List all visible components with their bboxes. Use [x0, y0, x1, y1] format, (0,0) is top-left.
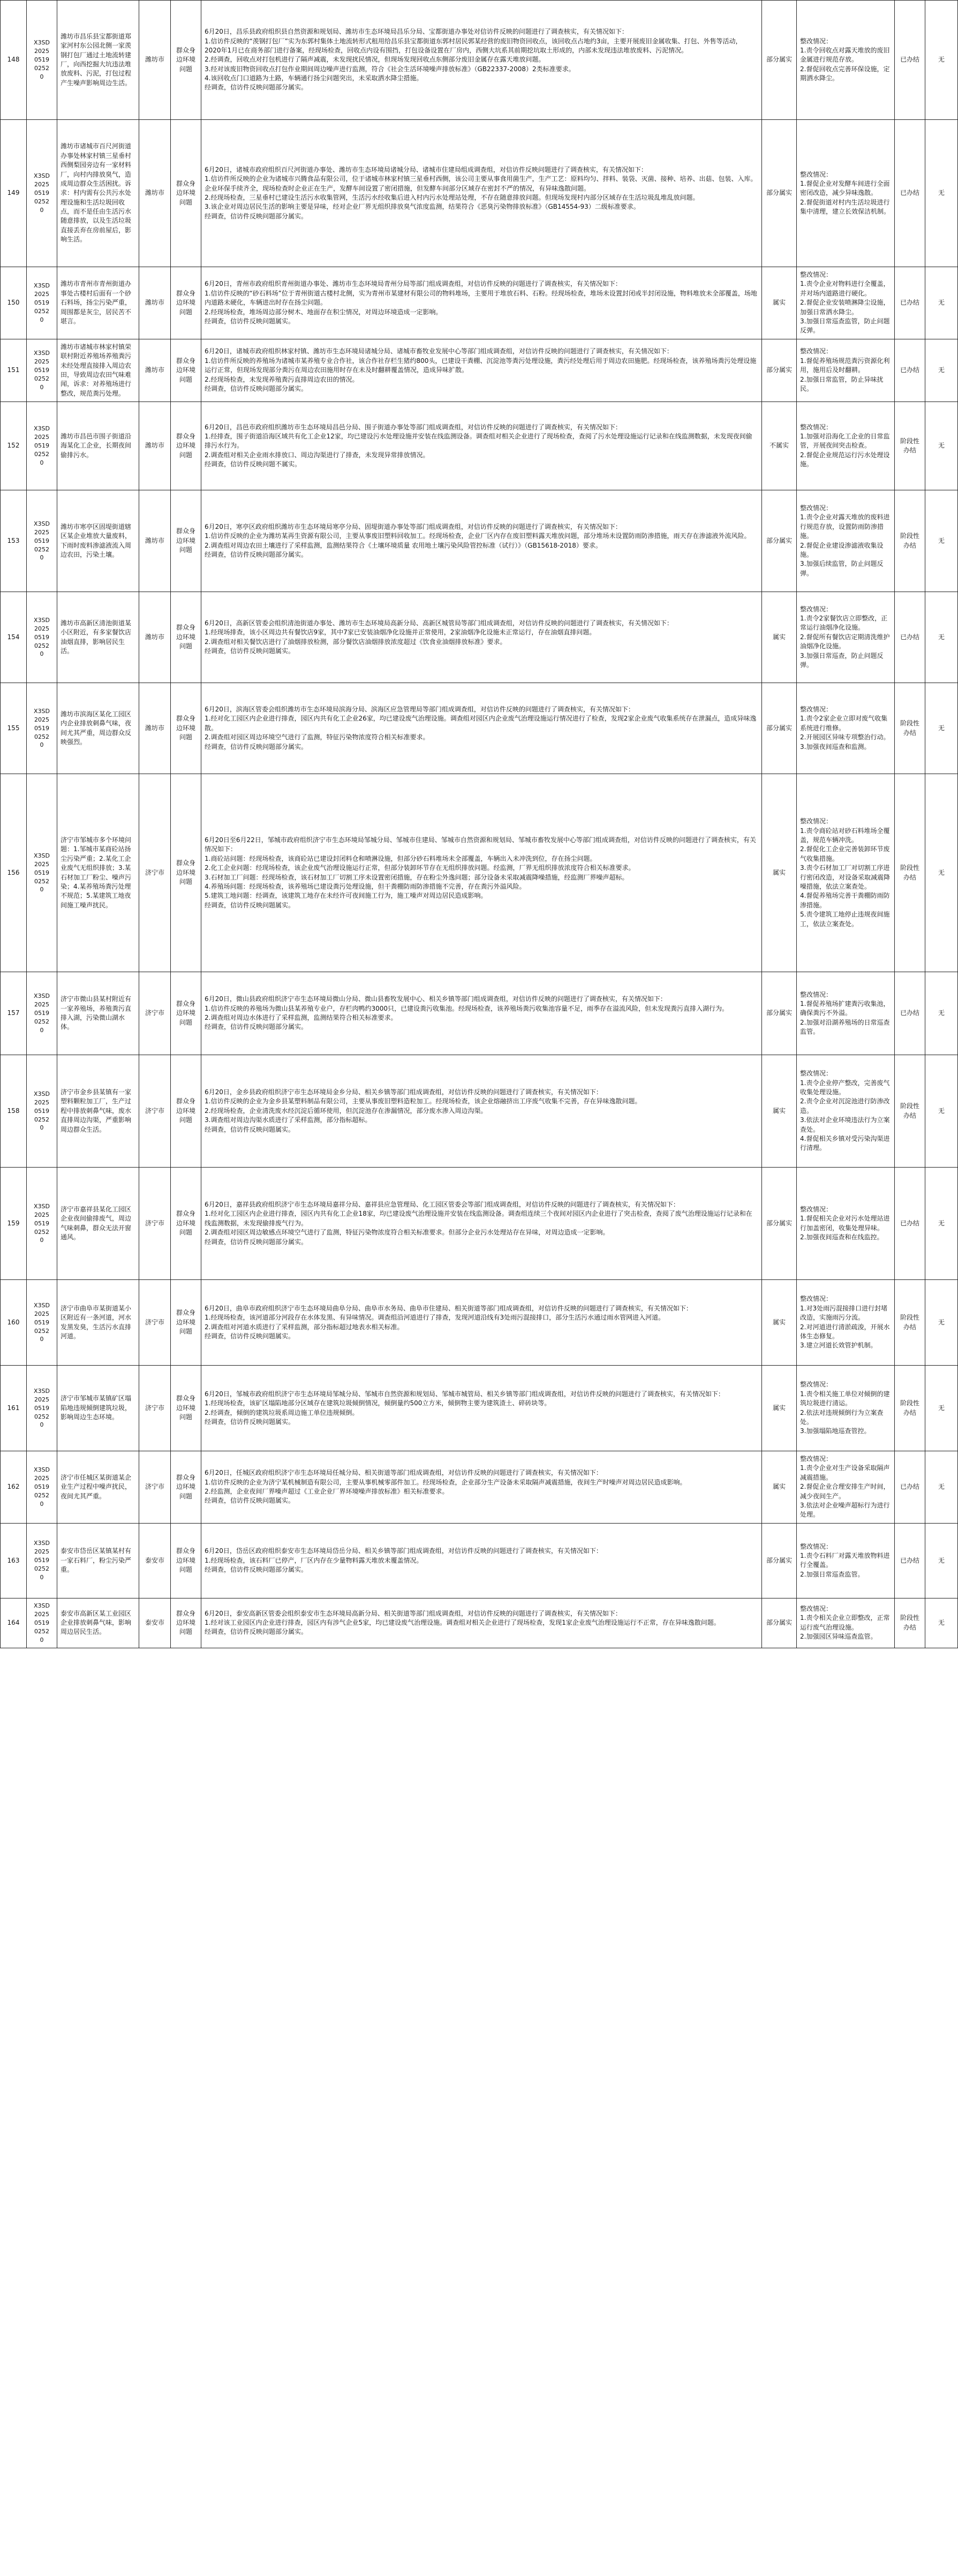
verification-result: 部分属实 — [762, 120, 797, 267]
city-cell: 济宁市 — [139, 1055, 171, 1168]
complaint-type: 群众身边环境问题 — [171, 1168, 201, 1280]
complaint-content: 潍坊市滨海区某化工园区内企业排放刺鼻气味，夜间尤其严重，周边群众反映强烈。 — [57, 683, 139, 774]
case-code: X3SD 2025 0519 0252 0 — [27, 1598, 57, 1648]
handling-status: 阶段性办结 — [895, 402, 925, 490]
investigation-findings: 6月20日，邹城市政府组织济宁市生态环境局邹城分局、邹城市自然资源和规划局、邹城市城管局、相关乡镇等部门组成调查组，对信访件反映的问题进行了调查核实，有关情况如下： 1.经现场检查，该矿区塌陷地部分区域存在建筑垃圾倾倒情况，倾倒量约500立方米，倾倒物主要为建筑渣土、碎砖块等。 2.经调查，倾倒的建筑垃圾系周边施工单位违规倾倒。 经调查，信访件反映问题属实。 — [201, 1366, 762, 1451]
investigation-findings: 6月20日，金乡县政府组织济宁市生态环境局金乡分局、相关乡镇等部门组成调查组，对信访件反映的问题进行了调查核实，有关情况如下： 1.信访件反映的企业为金乡县某塑料制品有限公司，主要从事废旧塑料造粒加工。经现场检查，该企业熔融挤出工序废气收集不完善，存在异味逸散问题。 2.经现场检查，企业清洗废水经沉淀后循环使用，但沉淀池存在渗漏情况，部分废水渗入周边沟渠。 3.调查组对周边沟渠水质进行了采样监测，部分指标超标。 经调查，信访件反映问题属实。 — [201, 1055, 762, 1168]
city-cell: 济宁市 — [139, 774, 171, 972]
verification-result: 属实 — [762, 1055, 797, 1168]
accountability-cell: 无 — [925, 1598, 958, 1648]
city-cell: 济宁市 — [139, 972, 171, 1055]
verification-result: 部分属实 — [762, 1598, 797, 1648]
accountability-cell: 无 — [925, 1168, 958, 1280]
complaint-type: 群众身边环境问题 — [171, 1366, 201, 1451]
accountability-cell: 无 — [925, 1366, 958, 1451]
city-cell: 潍坊市 — [139, 267, 171, 339]
complaint-content: 泰安市岱岳区某镇某村有一家石料厂，粉尘污染严重。 — [57, 1523, 139, 1598]
table-row — [1, 1055, 958, 1168]
complaint-content: 济宁市金乡县某镇有一家塑料颗粒加工厂，生产过程中排放刺鼻气味，废水直排周边沟渠，严重影响周边群众生活。 — [57, 1055, 139, 1168]
case-code: X3SD 2025 0519 0252 0 — [27, 592, 57, 683]
verification-result: 部分属实 — [762, 972, 797, 1055]
handling-status: 已办结 — [895, 1523, 925, 1598]
complaint-content: 济宁市曲阜市某街道某小区附近有一条河道，河水发黑发臭，生活污水直排河道。 — [57, 1280, 139, 1366]
accountability-cell: 无 — [925, 490, 958, 592]
handling-status: 阶段性办结 — [895, 774, 925, 972]
investigation-findings: 6月20日，诸城市政府组织百尺河街道办事处、潍坊市生态环境局诸城分局、诸城市住建局组成调查组，对信访件反映问题进行了调查核实，有关情况如下： 1.信访件所反映的企业为诸城市兴腾食品有限公司，位于诸城市林家村镇三星垂村西侧，该公司主要从事食用菌生产，生产工艺：原料均匀、拌料、装袋、灭菌、接种、培养、出菇、包装、入库。企业环保手续齐全，现场检查时企业正在生产，发酵车间设置了密闭措施，但发酵车间部分区域存在密封不严的情况，有异味逸散问题。 2.经现场检查，三星垂村已建设生活污水收集管网，生活污水经收集后进入村内污水处理站处理，不存在随意排放问题。但现场发现村内部分区域存在生活垃圾乱堆乱放问题。 3.该企业对周边居民生活的影响主要是异味，经对企业厂界无组织排放臭气浓度监测，结果符合《恶臭污染物排放标准》（GB14554-93）二级标准要求。 经调查，信访件反映问题部分属实。 — [201, 120, 762, 267]
handling-status: 已办结 — [895, 1451, 925, 1524]
row-index: 160 — [1, 1280, 27, 1366]
rectification-measures: 整改情况： 1.对3处雨污混接排口进行封堵改造，实施雨污分流。 2.对河道进行清淤疏浚，开展水体生态修复。 3.建立河道长效管护机制。 — [797, 1280, 895, 1366]
investigation-findings: 6月20日，昌乐县政府组织县自然资源和规划局、潍坊市生态环境局昌乐分局、宝都街道办事处对信访件反映的问题进行了调查核实，有关情况如下： 1.信访件反映的“羡钢打包厂”实为东郭村集体土地流转形式租用给昌乐县宝都街道东郭村居民郭某经营的废旧物资回收点，该回收点占地约3亩，主要开展废旧金属收集、打包、外售等活动，2020年1月已在商务部门进行备案，经现场检查，回收点内设有围挡，打包设备设置在厂房内，西侧大坑系其前期挖坑取土形成的，内部未发现违法堆放废料、污泥情况。 2.经调查，回收点对打包机进行了隔声减震，未发现扰民情况，但现场发现回收点东侧部分废旧金属存在露天堆放问题。 3.经对该废旧物资回收点打包作业期间周边噪声进行监测，符合《社会生活环境噪声排放标准》（GB22337-2008）2类标准要求。 4.该回收点门口道路为土路，车辆通行扬尘问题突出，未采取洒水降尘措施。 经调查，信访件反映问题部分属实。 — [201, 1, 762, 120]
table-row — [1, 1366, 958, 1451]
table-row — [1, 1168, 958, 1280]
city-cell: 泰安市 — [139, 1523, 171, 1598]
handling-status: 已办结 — [895, 1168, 925, 1280]
case-code: X3SD 2025 0519 0252 0 — [27, 683, 57, 774]
table-row — [1, 339, 958, 401]
handling-status: 已办结 — [895, 592, 925, 683]
city-cell: 潍坊市 — [139, 490, 171, 592]
table-row — [1, 402, 958, 490]
handling-status: 已办结 — [895, 1, 925, 120]
verification-result: 属实 — [762, 1451, 797, 1524]
city-cell: 潍坊市 — [139, 339, 171, 401]
verification-result: 部分属实 — [762, 1168, 797, 1280]
verification-result: 属实 — [762, 592, 797, 683]
city-cell: 潍坊市 — [139, 683, 171, 774]
verification-result: 部分属实 — [762, 490, 797, 592]
rectification-measures: 整改情况： 1.责令相关施工单位对倾倒的建筑垃圾进行清运。 2.依法对违规倾倒行为立案查处。 3.加强塌陷地巡查管控。 — [797, 1366, 895, 1451]
city-cell: 潍坊市 — [139, 120, 171, 267]
complaint-type: 群众身边环境问题 — [171, 1280, 201, 1366]
rectification-measures: 整改情况： 1.责令回收点对露天堆放的废旧金属进行规范存放。 2.督促回收点完善环保设施，定期洒水降尘。 — [797, 1, 895, 120]
handling-status: 阶段性办结 — [895, 1280, 925, 1366]
complaint-type: 群众身边环境问题 — [171, 972, 201, 1055]
handling-status: 已办结 — [895, 972, 925, 1055]
complaint-content: 济宁市微山县某村附近有一家养殖场，养殖粪污直排入湖，污染微山湖水体。 — [57, 972, 139, 1055]
row-index: 148 — [1, 1, 27, 120]
row-index: 149 — [1, 120, 27, 267]
accountability-cell: 无 — [925, 592, 958, 683]
row-index: 154 — [1, 592, 27, 683]
accountability-cell: 无 — [925, 402, 958, 490]
complaint-content: 济宁市嘉祥县某化工园区企业夜间偷排废气，周边气味刺鼻，群众无法开窗通风。 — [57, 1168, 139, 1280]
complaint-type: 群众身边环境问题 — [171, 1, 201, 120]
verification-result: 部分属实 — [762, 339, 797, 401]
investigation-findings: 6月20日，寒亭区政府组织潍坊市生态环境局寒亭分局、固堤街道办事处等部门组成调查组，对信访件反映的问题进行了调查核实，有关情况如下： 1.信访件反映的企业为潍坊某再生资源有限公司，主要从事废旧塑料回收加工。经现场检查，企业厂区内存在废旧塑料露天堆放问题，部分堆场未设置防雨防渗措施，雨天存在渗滤液外流风险。 2.调查组对周边农田土壤进行了采样监测，监测结果符合《土壤环境质量 农用地土壤污染风险管控标准（试行）》（GB15618-2018）要求。 经调查，信访件反映问题部分属实。 — [201, 490, 762, 592]
verification-result: 部分属实 — [762, 683, 797, 774]
complaint-content: 潍坊市高新区清池街道某小区附近，有多家餐饮店油烟直排，影响居民生活。 — [57, 592, 139, 683]
complaint-content: 泰安市高新区某工业园区企业排放刺鼻气味，影响周边居民生活。 — [57, 1598, 139, 1648]
complaint-content: 潍坊市昌邑市围子街道沿海某化工企业，长期夜间偷排污水。 — [57, 402, 139, 490]
investigation-findings: 6月20日，昌邑市政府组织潍坊市生态环境局昌邑分局、围子街道办事处等部门组成调查组，对信访件反映的问题进行了调查核实，有关情况如下： 1.经排查，围子街道沿海区域共有化工企业12家，均已建设污水处理设施并安装在线监测设备。调查组对相关企业进行了现场检查，查阅了污水处理设施运行记录和在线监测数据，未发现夜间偷排污水行为。 2.调查组对相关企业雨水排放口、周边沟渠进行了排查，未发现异常排放情况。 经调查，信访件反映问题不属实。 — [201, 402, 762, 490]
investigation-findings: 6月20日，嘉祥县政府组织济宁市生态环境局嘉祥分局、嘉祥县应急管理局、化工园区管委会等部门组成调查组，对信访件反映的问题进行了调查核实，有关情况如下： 1.经对化工园区内企业进行排查，园区内共有化工企业18家，均已建设废气治理设施并安装在线监测设备。调查组连续三个夜间对园区内企业进行了突击检查，查阅了废气治理设施运行记录和在线监测数据，未发现偷排废气行为。 2.调查组对园区周边敏感点环境空气进行了监测，特征污染物浓度符合相关标准要求。但部分企业污水处理站存在异味，对周边造成一定影响。 经调查，信访件反映问题部分属实。 — [201, 1168, 762, 1280]
verification-result: 部分属实 — [762, 1, 797, 120]
case-code: X3SD 2025 0519 0252 0 — [27, 1, 57, 120]
case-code: X3SD 2025 0519 0252 0 — [27, 1523, 57, 1598]
city-cell: 济宁市 — [139, 1451, 171, 1524]
handling-status: 阶段性办结 — [895, 683, 925, 774]
handling-status: 阶段性办结 — [895, 1366, 925, 1451]
rectification-measures: 整改情况： 1.责令2家餐饮店立即整改，正常运行油烟净化设施。 2.督促所有餐饮店定期清洗维护油烟净化设施。 3.加强日常巡查，防止问题反弹。 — [797, 592, 895, 683]
complaint-type: 群众身边环境问题 — [171, 402, 201, 490]
complaint-type: 群众身边环境问题 — [171, 339, 201, 401]
rectification-measures: 整改情况： 1.责令商砼站对砂石料堆场全覆盖，规范车辆冲洗。 2.督促化工企业完善装卸环节废气收集措施。 3.责令石材加工厂对切割工序进行密闭改造，对设备采取减震降噪措施，依法立案查处。 4.督促养殖场完善干粪棚防雨防渗措施。 5.责令建筑工地停止违规夜间施工，依法立案查处。 — [797, 774, 895, 972]
handling-status: 阶段性办结 — [895, 1055, 925, 1168]
row-index: 150 — [1, 267, 27, 339]
investigation-findings: 6月20日，曲阜市政府组织济宁市生态环境局曲阜分局、曲阜市水务局、曲阜市住建局、相关街道等部门组成调查组，对信访件反映的问题进行了调查核实，有关情况如下： 1.经现场检查，该河道部分河段存在水体发黑、有异味情况。调查组沿河道进行了排查，发现河道沿线有3处雨污混接排口，部分生活污水通过雨水管网进入河道。 2.调查组对河道水质进行了采样监测，部分指标超过地表水相关标准。 经调查，信访件反映问题属实。 — [201, 1280, 762, 1366]
case-code: X3SD 2025 0519 0252 0 — [27, 402, 57, 490]
row-index: 153 — [1, 490, 27, 592]
accountability-cell: 无 — [925, 1523, 958, 1598]
city-cell: 济宁市 — [139, 1168, 171, 1280]
complaint-type: 群众身边环境问题 — [171, 1523, 201, 1598]
verification-result: 属实 — [762, 774, 797, 972]
row-index: 156 — [1, 774, 27, 972]
case-code: X3SD 2025 0519 0252 0 — [27, 120, 57, 267]
accountability-cell: 无 — [925, 1280, 958, 1366]
verification-result: 不属实 — [762, 402, 797, 490]
accountability-cell: 无 — [925, 972, 958, 1055]
case-code: X3SD 2025 0519 0252 0 — [27, 1280, 57, 1366]
case-code: X3SD 2025 0519 0252 0 — [27, 1055, 57, 1168]
accountability-cell: 无 — [925, 774, 958, 972]
rectification-measures: 整改情况： 1.加强对沿海化工企业的日常监管，开展夜间突击检查。 2.督促企业规范运行污水处理设施。 — [797, 402, 895, 490]
row-index: 157 — [1, 972, 27, 1055]
rectification-measures: 整改情况： 1.责令相关企业立即整改，正常运行废气治理设施。 2.加强园区异味巡查监管。 — [797, 1598, 895, 1648]
row-index: 163 — [1, 1523, 27, 1598]
accountability-cell: 无 — [925, 683, 958, 774]
city-cell: 潍坊市 — [139, 402, 171, 490]
row-index: 159 — [1, 1168, 27, 1280]
row-index: 155 — [1, 683, 27, 774]
table-row — [1, 972, 958, 1055]
table-row — [1, 490, 958, 592]
table-row — [1, 774, 958, 972]
verification-result: 属实 — [762, 1280, 797, 1366]
investigation-findings: 6月20日，微山县政府组织济宁市生态环境局微山分局、微山县畜牧发展中心、相关乡镇等部门组成调查组，对信访件反映的问题进行了调查核实，有关情况如下： 1.信访件反映的养殖场为微山县某养殖专业户，存栏肉鸭约3000只，已建设粪污收集池。经现场检查，该养殖场粪污收集池容量不足，雨季存在溢流风险，但未发现粪污直排入湖行为。 2.调查组对周边水体进行了采样监测，监测结果符合相关标准要求。 经调查，信访件反映问题部分属实。 — [201, 972, 762, 1055]
accountability-cell: 无 — [925, 1451, 958, 1524]
complaint-content: 潍坊市诸城市百尺河街道办事处林家村镇三星垂村西侧梨园旁边有一家材料厂，向村内排放臭气，造成周边群众生活困扰。诉求：村内需有公共污水处理设施和生活垃圾回收点，而不是任由生活污水随意排放，以及生活垃圾直接丢弃在房前屋后，影响生活。 — [57, 120, 139, 267]
complaint-content: 济宁市任城区某街道某企业生产过程中噪声扰民，夜间尤其严重。 — [57, 1451, 139, 1524]
case-code: X3SD 2025 0519 0252 0 — [27, 1451, 57, 1524]
accountability-cell: 无 — [925, 1, 958, 120]
complaint-content: 潍坊市寒亭区固堤街道辖区某企业堆放大量废料，下雨时废料渗滤液流入周边农田，污染土壤。 — [57, 490, 139, 592]
complaint-content: 济宁市邹城市多个环境问题：1.邹城市某商砼站扬尘污染严重；2.某化工企业废气无组织排放；3.某石材加工厂粉尘、噪声污染；4.某养殖场粪污处理不规范；5.某建筑工地夜间施工噪声扰民。 — [57, 774, 139, 972]
investigation-findings: 6月20日，岱岳区政府组织泰安市生态环境局岱岳分局、相关乡镇等部门组成调查组，对信访件反映的问题进行了调查核实，有关情况如下： 1.经现场检查，该石料厂已停产，厂区内存在少量物料露天堆放未覆盖情况。 经调查，信访件反映问题部分属实。 — [201, 1523, 762, 1598]
city-cell: 潍坊市 — [139, 1, 171, 120]
accountability-cell: 无 — [925, 267, 958, 339]
investigation-findings: 6月20日至6月22日，邹城市政府组织济宁市生态环境局邹城分局、邹城市住建局、邹城市自然资源和规划局、邹城市畜牧发展中心等部门组成调查组，对信访件反映的问题进行了调查核实，有关情况如下： 1.商砼站问题：经现场检查，该商砼站已建设封闭料仓和喷淋设施，但部分砂石料堆场未全部覆盖，车辆出入未冲洗到位，存在扬尘问题。 2.化工企业问题：经现场检查，该企业废气治理设施运行正常，但部分装卸环节存在无组织排放问题。经监测，厂界无组织排放浓度符合相关标准要求。 3.石材加工厂问题：经现场检查，该石材加工厂切割工序未设置密闭措施，存在粉尘外逸问题；部分设备未采取减震降噪措施，经监测厂界噪声超标。 4.养殖场问题：经现场检查，该养殖场已建设粪污处理设施，但干粪棚防雨防渗措施不完善，存在粪污外溢风险。 5.建筑工地问题：经调查，该建筑工地存在未经许可夜间施工行为，施工噪声对周边居民造成影响。 经调查，信访件反映问题属实。 — [201, 774, 762, 972]
handling-status: 已办结 — [895, 267, 925, 339]
case-code: X3SD 2025 0519 0252 0 — [27, 267, 57, 339]
accountability-cell: 无 — [925, 339, 958, 401]
investigation-findings: 6月20日，滨海区管委会组织潍坊市生态环境局滨海分局、滨海区应急管理局等部门组成调查组，对信访件反映的问题进行了调查核实，有关情况如下： 1.经对化工园区内企业进行排查，园区内共有化工企业26家，均已建设废气治理设施。调查组对园区内企业废气治理设施运行情况进行了检查，发现2家企业废气收集系统存在泄漏点，造成异味逸散。 2.调查组对园区周边环境空气进行了监测，特征污染物浓度符合相关标准要求。 经调查，信访件反映问题部分属实。 — [201, 683, 762, 774]
rectification-measures: 整改情况： 1.责令石料厂对露天堆放物料进行全覆盖。 2.加强日常巡查监管。 — [797, 1523, 895, 1598]
table-row — [1, 1280, 958, 1366]
table-row — [1, 592, 958, 683]
row-index: 162 — [1, 1451, 27, 1524]
complaint-content: 潍坊市诸城市林家村镇荣联村附近养殖场养殖粪污未经处理直接排入周边农田，导致周边农田气味难闻，诉求：对养殖场进行整改，规范粪污处理。 — [57, 339, 139, 401]
rectification-measures: 整改情况： 1.督促相关企业对污水处理站进行加盖密闭，收集处理异味。 2.加强夜间巡查和在线监控。 — [797, 1168, 895, 1280]
row-index: 161 — [1, 1366, 27, 1451]
city-cell: 潍坊市 — [139, 592, 171, 683]
accountability-cell: 无 — [925, 120, 958, 267]
complaint-type: 群众身边环境问题 — [171, 120, 201, 267]
table-row — [1, 1451, 958, 1524]
city-cell: 泰安市 — [139, 1598, 171, 1648]
table-row — [1, 267, 958, 339]
handling-status: 阶段性办结 — [895, 490, 925, 592]
rectification-measures: 整改情况： 1.责令企业停产整改，完善废气收集处理设施。 2.责令企业对沉淀池进行防渗改造。 3.依法对企业环境违法行为立案查处。 4.督促相关乡镇对受污染沟渠进行清理。 — [797, 1055, 895, 1168]
investigation-findings: 6月20日，诸城市政府组织林家村镇、潍坊市生态环境局诸城分局、诸城市畜牧业发展中心等部门组成调查组，对信访件反映的问题进行了调查核实，有关情况如下： 1.信访件所反映的养殖场为诸城市某养殖专业合作社，该合作社存栏生猪约800头，已建设干粪棚、沉淀池等粪污处理设施，粪污经处理后用于周边农田施肥。经现场检查，该养殖场粪污处理设施运行正常，但现场发现部分粪污在周边农田施用时存在未及时翻耕覆盖情况，造成异味扩散。 2.经现场检查，未发现养殖粪污直排周边农田的情况。 经调查，信访件反映问题部分属实。 — [201, 339, 762, 401]
complaint-content: 潍坊市昌乐县宝都街道郑家河村东公园北侧一家羡钢打包厂通过土地流转建厂，向西挖掘大坑违法堆放废料、污泥，打包过程产生噪声影响周边生活。 — [57, 1, 139, 120]
rectification-measures: 整改情况： 1.责令企业对物料进行全覆盖，并对场内道路进行硬化。 2.督促企业安装喷淋降尘设施，加强日常洒水降尘。 3.加强日常巡查监管，防止问题反弹。 — [797, 267, 895, 339]
complaint-type: 群众身边环境问题 — [171, 774, 201, 972]
table-row — [1, 1, 958, 120]
table-row — [1, 683, 958, 774]
row-index: 164 — [1, 1598, 27, 1648]
verification-result: 部分属实 — [762, 1523, 797, 1598]
complaint-type: 群众身边环境问题 — [171, 267, 201, 339]
rectification-measures: 整改情况： 1.督促企业对发酵车间进行全面密闭改造，减少异味逸散。 2.督促街道对村内生活垃圾进行集中清理，建立长效保洁机制。 — [797, 120, 895, 267]
handling-status: 已办结 — [895, 120, 925, 267]
handling-status: 已办结 — [895, 339, 925, 401]
verification-result: 属实 — [762, 1366, 797, 1451]
investigation-findings: 6月20日，高新区管委会组织清池街道办事处、潍坊市生态环境局高新分局、高新区城管局等部门组成调查组，对信访件反映的问题进行了调查核实，有关情况如下： 1.经现场排查，该小区周边共有餐饮店9家，其中7家已安装油烟净化设施并正常使用，2家油烟净化设施未正常运行，存在油烟直排问题。 2.调查组对相关餐饮店进行了油烟排放检测，部分餐饮店油烟排放浓度超过《饮食业油烟排放标准》要求。 经调查，信访件反映问题属实。 — [201, 592, 762, 683]
complaint-content: 潍坊市青州市青州街道办事处古楼村后面有一个砂石料场，扬尘污染严重，周围都是灰尘，居民苦不堪言。 — [57, 267, 139, 339]
case-code: X3SD 2025 0519 0252 0 — [27, 1366, 57, 1451]
case-code: X3SD 2025 0519 0252 0 — [27, 774, 57, 972]
case-code: X3SD 2025 0519 0252 0 — [27, 1168, 57, 1280]
investigation-findings: 6月20日，青州市政府组织青州街道办事处、潍坊市生态环境局青州分局等部门组成调查组，对信访件反映的问题进行了调查核实，有关情况如下： 1.信访件反映的“砂石料场”位于青州街道古楼村北侧，实为青州市某建材有限公司的物料堆场，主要用于堆放石料、石粉。经现场检查，堆场未设置封闭或半封闭设施，物料堆放未全部覆盖，场地内道路未硬化，车辆进出时存在扬尘问题。 2.经现场检查，堆场周边部分树木、地面存在积尘情况，对周边环境造成一定影响。 经调查，信访件反映问题属实。 — [201, 267, 762, 339]
handling-status: 阶段性办结 — [895, 1598, 925, 1648]
complaint-type: 群众身边环境问题 — [171, 490, 201, 592]
verification-result: 属实 — [762, 267, 797, 339]
complaint-table-body — [1, 1, 958, 1648]
complaint-type: 群众身边环境问题 — [171, 592, 201, 683]
complaint-content: 济宁市邹城市某镇矿区塌陷地违规倾倒建筑垃圾，影响周边生态环境。 — [57, 1366, 139, 1451]
city-cell: 济宁市 — [139, 1366, 171, 1451]
rectification-measures: 整改情况： 1.责令2家企业立即对废气收集系统进行维修。 2.开展园区异味专项整治行动。 3.加强夜间巡查和监测。 — [797, 683, 895, 774]
table-row — [1, 120, 958, 267]
rectification-measures: 整改情况： 1.责令企业对露天堆放的废料进行规范存放，设置防雨防渗措施。 2.督促企业建设渗滤液收集设施。 3.加强后续监管，防止问题反弹。 — [797, 490, 895, 592]
row-index: 158 — [1, 1055, 27, 1168]
case-code: X3SD 2025 0519 0252 0 — [27, 490, 57, 592]
investigation-findings: 6月20日，任城区政府组织济宁市生态环境局任城分局、相关街道等部门组成调查组，对信访件反映的问题进行了调查核实，有关情况如下： 1.信访件反映的企业为济宁某机械制造有限公司，主要从事机械零部件加工。经现场检查，企业部分生产设备未采取隔声减震措施，夜间生产时噪声对周边居民造成影响。 2.经监测，企业夜间厂界噪声超过《工业企业厂界环境噪声排放标准》相关标准要求。 经调查，信访件反映问题属实。 — [201, 1451, 762, 1524]
row-index: 151 — [1, 339, 27, 401]
complaint-type: 群众身边环境问题 — [171, 683, 201, 774]
rectification-measures: 整改情况： 1.责令企业对生产设备采取隔声减震措施。 2.督促企业合理安排生产时间，减少夜间生产。 3.依法对企业噪声超标行为进行处理。 — [797, 1451, 895, 1524]
case-code: X3SD 2025 0519 0252 0 — [27, 972, 57, 1055]
investigation-findings: 6月20日，泰安高新区管委会组织泰安市生态环境局高新分局、相关街道等部门组成调查组，对信访件反映的问题进行了调查核实，有关情况如下： 1.经对该工业园区内企业进行排查，园区内有涉气企业5家，均已建设废气治理设施。调查组对相关企业进行了现场检查，发现1家企业废气治理设施运行不正常，存在异味逸散问题。 经调查，信访件反映问题部分属实。 — [201, 1598, 762, 1648]
city-cell: 济宁市 — [139, 1280, 171, 1366]
rectification-measures: 整改情况： 1.督促养殖场规范粪污资源化利用，施用后及时翻耕。 2.加强日常监管，防止异味扰民。 — [797, 339, 895, 401]
complaint-type: 群众身边环境问题 — [171, 1451, 201, 1524]
row-index: 152 — [1, 402, 27, 490]
accountability-cell: 无 — [925, 1055, 958, 1168]
case-code: X3SD 2025 0519 0252 0 — [27, 339, 57, 401]
table-row — [1, 1523, 958, 1598]
complaint-type: 群众身边环境问题 — [171, 1055, 201, 1168]
rectification-measures: 整改情况： 1.督促养殖场扩建粪污收集池，确保粪污不外溢。 2.加强对沿湖养殖场的日常巡查监管。 — [797, 972, 895, 1055]
table-row — [1, 1598, 958, 1648]
complaint-type: 群众身边环境问题 — [171, 1598, 201, 1648]
